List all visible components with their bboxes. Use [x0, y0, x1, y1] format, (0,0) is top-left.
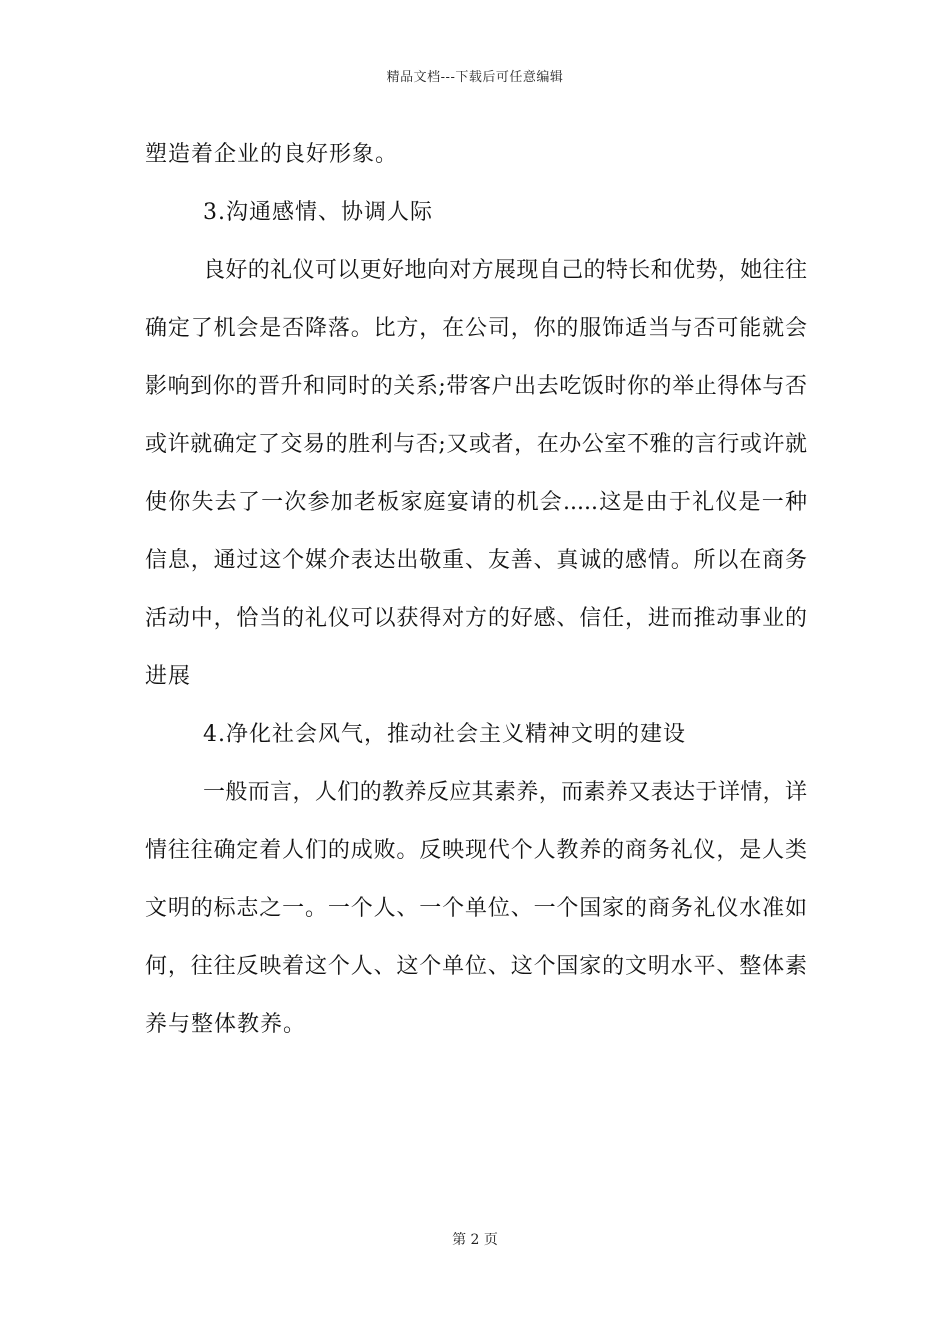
- text-line: 进展: [145, 664, 192, 689]
- text-line: 使你失去了一次参加老板家庭宴请的机会.....这是由于礼仪是一种: [145, 490, 807, 515]
- text-line: 何，往往反映着这个人、这个单位、这个国家的文明水平、整体素: [145, 954, 807, 979]
- document-body: [145, 126, 807, 1054]
- text-line: 信息，通过这个媒介表达出敬重、友善、真诚的感情。所以在商务: [145, 548, 807, 573]
- text-line: 影响到你的晋升和同时的关系;带客户出去吃饭时你的举止得体与否: [145, 374, 807, 399]
- text-line: 一般而言，人们的教养反应其素养，而素养又表达于详情，详: [203, 780, 807, 805]
- page-number: 第 2 页: [452, 1232, 498, 1248]
- section-heading-3: 3.沟通感情、协调人际: [203, 200, 433, 225]
- text-line: 确定了机会是否降落。比方，在公司，你的服饰适当与否可能就会: [145, 316, 807, 341]
- section-heading-4: 4.净化社会风气，推动社会主义精神文明的建设: [203, 722, 686, 747]
- text-line: 或许就确定了交易的胜利与否;又或者，在办公室不雅的言行或许就: [145, 432, 807, 457]
- text-line: 塑造着企业的良好形象。: [145, 142, 399, 167]
- text-line: 养与整体教养。: [145, 1012, 307, 1037]
- text-line: 文明的标志之一。一个人、一个单位、一个国家的商务礼仪水准如: [145, 896, 807, 921]
- page-header: 精品文档---下载后可任意编辑: [386, 70, 564, 85]
- text-line: 情往往确定着人们的成败。反映现代个人教养的商务礼仪，是人类: [145, 838, 807, 863]
- text-line: 良好的礼仪可以更好地向对方展现自己的特长和优势，她往往: [203, 258, 807, 283]
- text-line: 活动中，恰当的礼仪可以获得对方的好感、信任，进而推动事业的: [145, 606, 807, 631]
